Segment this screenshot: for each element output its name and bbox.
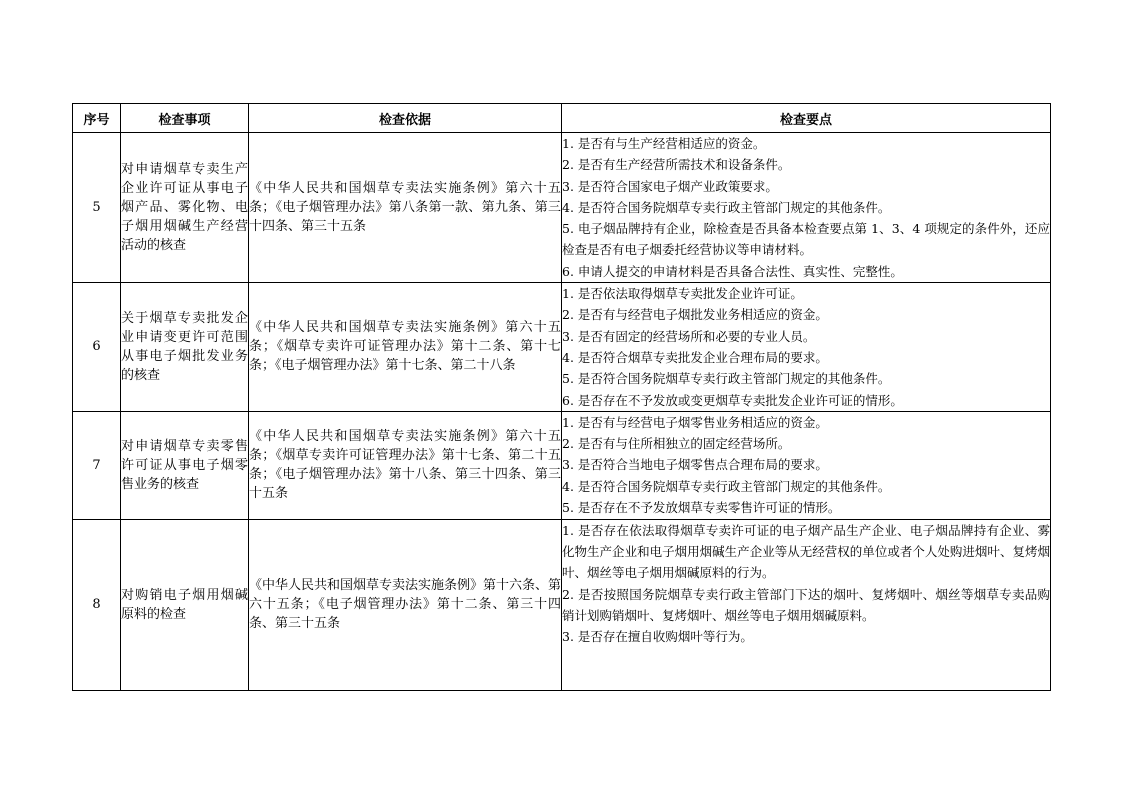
check-point: 4. 是否符合烟草专卖批发企业合理布局的要求。: [562, 349, 828, 365]
check-point: 3. 是否符合当地电子烟零售点合理布局的要求。: [562, 457, 828, 473]
inspection-table: [72, 103, 1051, 691]
check-point: 5. 电子烟品牌持有企业，除检查是否具备本检查要点第 1、3、4 项规定的条件外，还应检查是否有电子烟委托经营协议等申请材料。: [562, 221, 1050, 258]
check-point: 5. 是否存在不予发放烟草专卖零售许可证的情形。: [562, 500, 841, 516]
table-row: [73, 283, 1051, 412]
check-point: 1. 是否存在依法取得烟草专卖许可证的电子烟产品生产企业、电子烟品牌持有企业、雾化物生产企业和电子烟用烟碱生产企业等从无经营权的单位或者个人处购进烟叶、复烤烟叶、烟丝等电子烟用烟碱原料的行为。: [562, 522, 1050, 581]
check-point: 5. 是否符合国务院烟草专卖行政主管部门规定的其他条件。: [562, 371, 891, 387]
table-row: [73, 133, 1051, 283]
header-item: 检查事项: [121, 104, 249, 133]
check-point: 3. 是否符合国家电子烟产业政策要求。: [562, 178, 778, 194]
check-point: 1. 是否依法取得烟草专卖批发企业许可证。: [562, 286, 803, 302]
check-point: 6. 申请人提交的申请材料是否具备合法性、真实性、完整性。: [562, 263, 903, 279]
row-no: 7: [73, 411, 121, 519]
row-points: [562, 283, 1051, 412]
row-basis: 《中华人民共和国烟草专卖法实施条例》第六十五条；《烟草专卖许可证管理办法》第十七条、第二十五条；《电子烟管理办法》第十八条、第三十四条、第三十五条: [249, 411, 562, 519]
row-no: 8: [73, 519, 121, 690]
check-point: 2. 是否有生产经营所需技术和设备条件。: [562, 157, 791, 173]
header-basis: 检查依据: [249, 104, 562, 133]
row-points: [562, 133, 1051, 283]
row-item: 对申请烟草专卖零售许可证从事电子烟零售业务的核查: [121, 411, 249, 519]
row-basis: 《中华人民共和国烟草专卖法实施条例》第六十五条；《烟草专卖许可证管理办法》第十二条、第十七条；《电子烟管理办法》第十七条、第二十八条: [249, 283, 562, 412]
check-point: 2. 是否有与住所相独立的固定经营场所。: [562, 436, 791, 452]
row-basis: 《中华人民共和国烟草专卖法实施条例》第六十五条；《电子烟管理办法》第八条第一款、第九条、第三十四条、第三十五条: [249, 133, 562, 283]
header-no: 序号: [73, 104, 121, 133]
check-point: 6. 是否存在不予发放或变更烟草专卖批发企业许可证的情形。: [562, 392, 903, 408]
check-point: 3. 是否存在擅自收购烟叶等行为。: [562, 629, 753, 645]
header-points: 检查要点: [562, 104, 1051, 133]
table-header-row: [73, 104, 1051, 133]
check-point: 3. 是否有固定的经营场所和必要的专业人员。: [562, 328, 816, 344]
table-row: [73, 411, 1051, 519]
row-item: 对购销电子烟用烟碱原料的检查: [121, 519, 249, 690]
row-points: [562, 411, 1051, 519]
check-point: 4. 是否符合国务院烟草专卖行政主管部门规定的其他条件。: [562, 478, 891, 494]
row-no: 6: [73, 283, 121, 412]
check-point: 1. 是否有与生产经营相适应的资金。: [562, 136, 766, 151]
table-row: [73, 519, 1051, 690]
row-item: 关于烟草专卖批发企业申请变更许可范围从事电子烟批发业务的核查: [121, 283, 249, 412]
check-point: 2. 是否有与经营电子烟批发业务相适应的资金。: [562, 307, 828, 323]
check-point: 4. 是否符合国务院烟草专卖行政主管部门规定的其他条件。: [562, 199, 891, 215]
check-point: 2. 是否按照国务院烟草专卖行政主管部门下达的烟叶、复烤烟叶、烟丝等烟草专卖品购销计划购销烟叶、复烤烟叶、烟丝等电子烟用烟碱原料。: [562, 586, 1050, 624]
check-point: 1. 是否有与经营电子烟零售业务相适应的资金。: [562, 414, 828, 430]
row-points: [562, 519, 1051, 690]
row-basis: 《中华人民共和国烟草专卖法实施条例》第十六条、第六十五条；《电子烟管理办法》第十二条、第三十四条、第三十五条: [249, 519, 562, 690]
row-no: 5: [73, 133, 121, 283]
row-item: 对申请烟草专卖生产企业许可证从事电子烟产品、雾化物、电子烟用烟碱生产经营活动的核查: [121, 133, 249, 283]
